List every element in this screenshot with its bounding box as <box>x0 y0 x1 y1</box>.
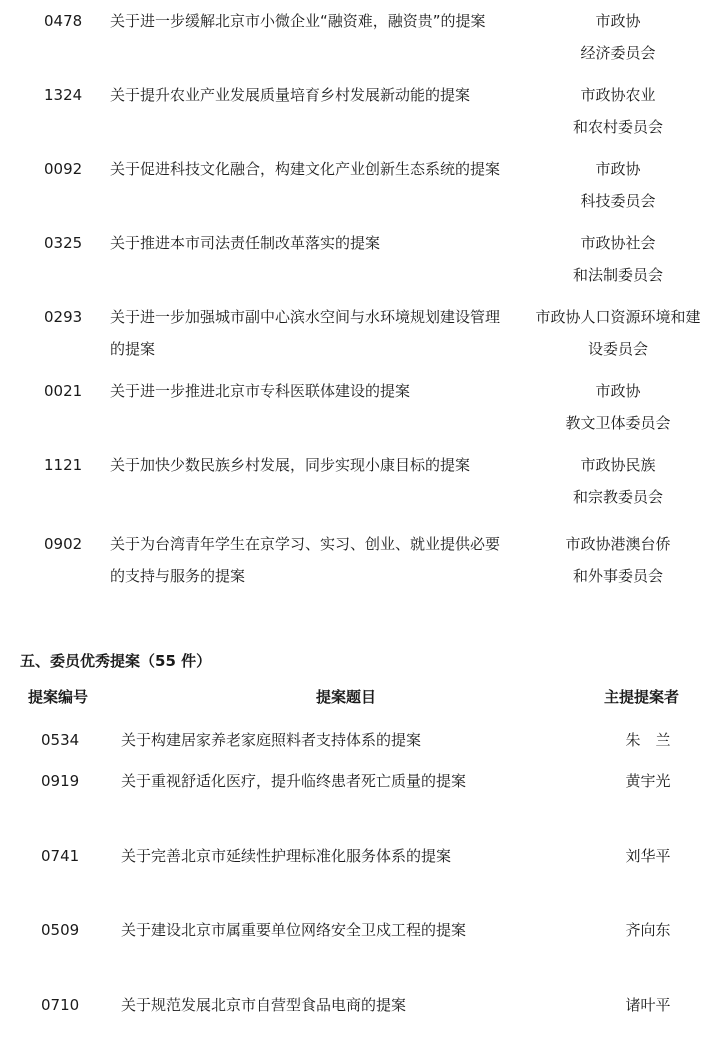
proposal-title: 关于规范发展北京市自营型食品电商的提案 <box>121 996 407 1014</box>
proposal-organization: 市政协 教文卫体委员会 <box>565 382 671 432</box>
proposal-organization: 市政协农业 和农村委员会 <box>572 86 663 136</box>
column-header-number: 提案编号 <box>28 688 89 706</box>
table-header <box>0 681 713 713</box>
proposal-title: 关于为台湾青年学生在京学习、实习、创业、就业提供必要 的支持与服务的提案 <box>110 535 501 585</box>
column-header-title: 提案题目 <box>316 688 377 706</box>
proposal-title: 关于进一步推进北京市专科医联体建设的提案 <box>110 382 411 400</box>
table-row <box>0 724 713 756</box>
table-row <box>0 840 713 872</box>
table-row <box>0 765 713 797</box>
table-row <box>0 914 713 946</box>
section-heading: 五、委员优秀提案（55 件） <box>20 652 212 670</box>
proposal-author: 诸叶平 <box>625 996 671 1014</box>
table-row <box>0 989 713 1021</box>
column-header-author: 主提提案者 <box>604 688 680 706</box>
proposal-title: 关于进一步加强城市副中心滨水空间与水环境规划建设管理 的提案 <box>110 308 501 358</box>
proposal-title: 关于完善北京市延续性护理标准化服务体系的提案 <box>121 847 452 865</box>
proposal-number: 0902 <box>44 535 83 553</box>
proposal-number: 0325 <box>44 234 83 252</box>
proposal-title: 关于重视舒适化医疗，提升临终患者死亡质量的提案 <box>121 772 467 790</box>
proposal-author: 朱 兰 <box>625 731 671 749</box>
proposal-number: 0534 <box>41 731 80 749</box>
proposal-number: 0741 <box>41 847 80 865</box>
proposal-number: 0710 <box>41 996 80 1014</box>
proposal-organization: 市政协民族 和宗教委员会 <box>572 456 663 506</box>
proposal-author: 黄宇光 <box>625 772 671 790</box>
proposal-title: 关于提升农业产业发展质量培育乡村发展新动能的提案 <box>110 86 471 104</box>
proposal-number: 1324 <box>44 86 83 104</box>
proposal-number: 0092 <box>44 160 83 178</box>
proposal-author: 刘华平 <box>625 847 671 865</box>
proposal-organization: 市政协港澳台侨 和外事委员会 <box>565 535 671 585</box>
proposal-title: 关于加快少数民族乡村发展，同步实现小康目标的提案 <box>110 456 471 474</box>
proposal-number: 0021 <box>44 382 83 400</box>
proposal-number: 1121 <box>44 456 83 474</box>
proposal-number: 0919 <box>41 772 80 790</box>
proposal-number: 0478 <box>44 12 83 30</box>
proposal-number: 0293 <box>44 308 83 326</box>
proposal-organization: 市政协 科技委员会 <box>580 160 656 210</box>
proposal-title: 关于进一步缓解北京市小微企业“融资难，融资贵”的提案 <box>110 12 486 30</box>
proposal-organization: 市政协人口资源环境和建 设委员会 <box>535 308 701 358</box>
proposal-title: 关于促进科技文化融合，构建文化产业创新生态系统的提案 <box>110 160 501 178</box>
proposal-title: 关于建设北京市属重要单位网络安全卫戍工程的提案 <box>121 921 467 939</box>
proposal-organization: 市政协社会 和法制委员会 <box>572 234 663 284</box>
proposal-title: 关于推进本市司法责任制改革落实的提案 <box>110 234 381 252</box>
proposal-title: 关于构建居家养老家庭照料者支持体系的提案 <box>121 731 422 749</box>
proposal-number: 0509 <box>41 921 80 939</box>
proposal-organization: 市政协 经济委员会 <box>580 12 656 62</box>
proposal-author: 齐向东 <box>625 921 671 939</box>
